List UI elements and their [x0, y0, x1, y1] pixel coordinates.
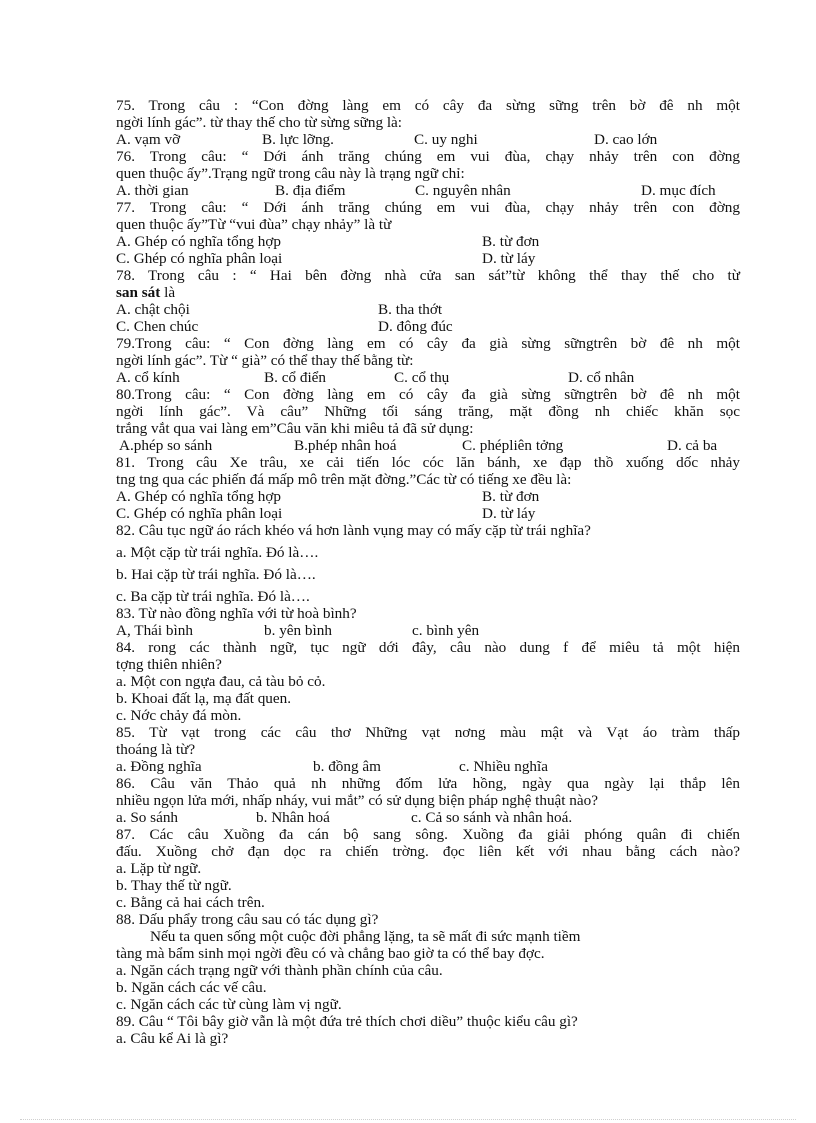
question-81-text: 81. Trong câu Xe trâu, xe cải tiến lóc cóc lăn bánh, xe đạp thồ xuống dốc nhảy: [116, 454, 740, 471]
question-84-text: 84. rong các thành ngữ, tục ngữ dới đây, câu nào dung f để miêu tả một hiện: [116, 639, 740, 656]
answer-a: a. Câu kể Ai là gì?: [116, 1030, 229, 1047]
option-a: a. Đồng nghĩa: [116, 758, 202, 775]
option-c: C. Ghép có nghĩa phân loại: [116, 250, 283, 267]
answer-b: b. Thay thế từ ngữ.: [116, 877, 232, 894]
option-d: D. mục đích: [641, 182, 716, 199]
option-a: A.phép so sánh: [119, 437, 213, 454]
question-87-text: 87. Các câu Xuồng đa cán bộ sang sông. Xuồng đa giải phóng quân đi chiến: [116, 826, 740, 843]
option-a: A. chật chội: [116, 301, 190, 318]
option-c: C. Chen chúc: [116, 318, 199, 335]
option-c: c. bình yên: [412, 622, 480, 639]
question-88-text: 88. Dấu phẩy trong câu sau có tác dụng gì?: [116, 911, 379, 928]
question-77-options-row1: [116, 233, 740, 250]
option-b: b. đồng âm: [313, 758, 381, 775]
question-77-text: 77. Trong câu: “ Dới ánh trăng chúng em vui đùa, chạy nhảy trên con đờng: [116, 199, 740, 216]
option-d: D. cao lớn: [594, 131, 658, 148]
question-80-options: [116, 437, 740, 454]
option-a: A, Thái bình: [116, 622, 193, 639]
option-d: D. đông đúc: [378, 318, 453, 335]
option-c: C. nguyên nhân: [415, 182, 511, 199]
question-83-options: [116, 622, 740, 639]
option-c: C. cổ thụ: [394, 369, 450, 386]
question-78-text-cont: [116, 284, 740, 301]
question-86-options: [116, 809, 740, 826]
option-b: B.phép nhân hoá: [294, 437, 397, 454]
question-85-text-cont: thoáng là từ?: [116, 741, 196, 758]
question-77-options-row2: [116, 250, 740, 267]
text-rest: là: [160, 284, 176, 301]
option-b: B. từ đơn: [482, 488, 540, 505]
option-b: B. cổ điển: [264, 369, 327, 386]
option-b: b. yên bình: [264, 622, 332, 639]
document-page: [116, 97, 740, 1047]
option-a: A. Ghép có nghĩa tổng hợp: [116, 233, 281, 250]
question-78-options-row2: [116, 318, 740, 335]
option-a: A. cổ kính: [116, 369, 180, 386]
question-87-text-cont: đấu. Xuồng chở đạn dọc ra chiến trờng. đọc liên kết với nhau bằng cách nào?: [116, 843, 740, 860]
question-75-options: [116, 131, 740, 148]
option-d: D. từ láy: [482, 505, 536, 522]
question-80-text: 80.Trong câu: “ Con đờng làng em có cây đa già sừng sữngtrên bờ đê nh một: [116, 386, 740, 403]
question-75-text-cont: ngời lính gác”. từ thay thế cho từ sừng sững là:: [116, 114, 403, 131]
page-bottom-divider: [20, 1119, 796, 1120]
answer-b: b. Khoai đất lạ, mạ đất quen.: [116, 690, 292, 707]
question-78-options-row1: [116, 301, 740, 318]
question-78-text: 78. Trong câu : “ Hai bên đờng nhà cửa san sát”từ không thể thay thế cho từ: [116, 267, 740, 284]
question-75-text: 75. Trong câu : “Con đờng làng em có cây đa sừng sững trên bờ đê nh một: [116, 97, 740, 114]
option-a: a. So sánh: [116, 809, 179, 826]
answer-c: c. Bằng cả hai cách trên.: [116, 894, 265, 911]
question-83-text: 83. Từ nào đồng nghĩa với từ hoà bình?: [116, 605, 357, 622]
option-c: C. Ghép có nghĩa phân loại: [116, 505, 283, 522]
option-c: C. uy nghi: [414, 131, 478, 148]
question-81-text-cont: tng tng qua các phiến đá mấp mô trên mặt đờng.”Các từ có tiếng xe đều là:: [116, 471, 572, 488]
bold-word: san sát: [116, 284, 161, 301]
question-84-text-cont: tợng thiên nhiên?: [116, 656, 222, 673]
option-b: b. Nhân hoá: [256, 809, 330, 826]
question-86-text-cont: nhiều ngọn lửa mới, nhấp nháy, vui mắt” có sử dụng biện pháp nghệ thuật nào?: [116, 792, 598, 809]
option-a: A. Ghép có nghĩa tổng hợp: [116, 488, 281, 505]
question-76-text-cont: quen thuộc ấy”.Trạng ngữ trong câu này là trạng ngữ chỉ:: [116, 165, 465, 182]
answer-c: c. Ba cặp từ trái nghĩa. Đó là….: [116, 588, 310, 605]
answer-b: b. Ngăn cách các vế câu.: [116, 979, 267, 996]
quoted-sentence: Nếu ta quen sống một cuộc đời phẳng lặng, ta sẽ mất đi sức mạnh tiềm: [150, 928, 581, 945]
option-b: B. tha thớt: [378, 301, 443, 318]
question-81-options-row2: [116, 505, 740, 522]
question-85-text: 85. Từ vạt trong các câu thơ Những vạt nơng màu mật và Vạt áo tràm thấp: [116, 724, 740, 741]
option-a: A. vạm vỡ: [116, 131, 181, 148]
option-b: B. lực lỡng.: [262, 131, 334, 148]
quoted-sentence-cont: tàng mà bẩm sinh mọi ngời đều có và chẳng bao giờ ta có thể bay đợc.: [116, 945, 545, 962]
option-d: D. cổ nhân: [568, 369, 635, 386]
answer-a: a. Một cặp từ trái nghĩa. Đó là….: [116, 544, 319, 561]
option-c: C. phépliên tởng: [462, 437, 564, 454]
answer-c: c. Ngăn cách các từ cùng làm vị ngữ.: [116, 996, 342, 1013]
option-c: c. Nhiều nghĩa: [459, 758, 548, 775]
answer-a: a. Một con ngựa đau, cả tàu bỏ cỏ.: [116, 673, 326, 690]
answer-b: b. Hai cặp từ trái nghĩa. Đó là….: [116, 566, 316, 583]
answer-a: a. Lặp từ ngữ.: [116, 860, 202, 877]
question-79-text-cont: ngời lính gác”. Từ “ già” có thể thay thế bằng từ:: [116, 352, 414, 369]
option-c: c. Cả so sánh và nhân hoá.: [411, 809, 573, 826]
question-80-text-cont: ngời lính gác”. Và câu” Những tối sáng trăng, mặt đồng nh chiếc khăn sọc: [116, 403, 740, 420]
option-a: A. thời gian: [116, 182, 189, 199]
answer-c: c. Nớc chảy đá mòn.: [116, 707, 242, 724]
question-76-text: 76. Trong câu: “ Dới ánh trăng chúng em vui đùa, chạy nhảy trên con đờng: [116, 148, 740, 165]
option-b: B. địa điểm: [275, 182, 346, 199]
question-76-options: [116, 182, 740, 199]
question-86-text: 86. Câu văn Thảo quả nh những đốm lửa hồng, ngày qua ngày lại thắp lên: [116, 775, 740, 792]
question-85-options: [116, 758, 740, 775]
question-80-text-cont2: trắng vắt qua vai làng em”Câu văn khi miêu tả đã sử dụng:: [116, 420, 474, 437]
question-79-options: [116, 369, 740, 386]
question-89-text: 89. Câu “ Tôi bây giờ vẫn là một đứa trẻ thích chơi diều” thuộc kiểu câu gì?: [116, 1013, 578, 1030]
question-81-options-row1: [116, 488, 740, 505]
question-82-text: 82. Câu tục ngữ áo rách khéo vá hơn lành vụng may có mấy cặp từ trái nghĩa?: [116, 522, 591, 539]
option-b: B. từ đơn: [482, 233, 540, 250]
answer-a: a. Ngăn cách trạng ngữ với thành phần chính của câu.: [116, 962, 443, 979]
option-d: D. cả ba: [667, 437, 718, 454]
question-77-text-cont: quen thuộc ấy”Từ “vui đùa” chạy nhảy” là từ: [116, 216, 392, 233]
question-79-text: 79.Trong câu: “ Con đờng làng em có cây đa già sừng sữngtrên bờ đê nh một: [116, 335, 740, 352]
option-d: D. từ láy: [482, 250, 536, 267]
